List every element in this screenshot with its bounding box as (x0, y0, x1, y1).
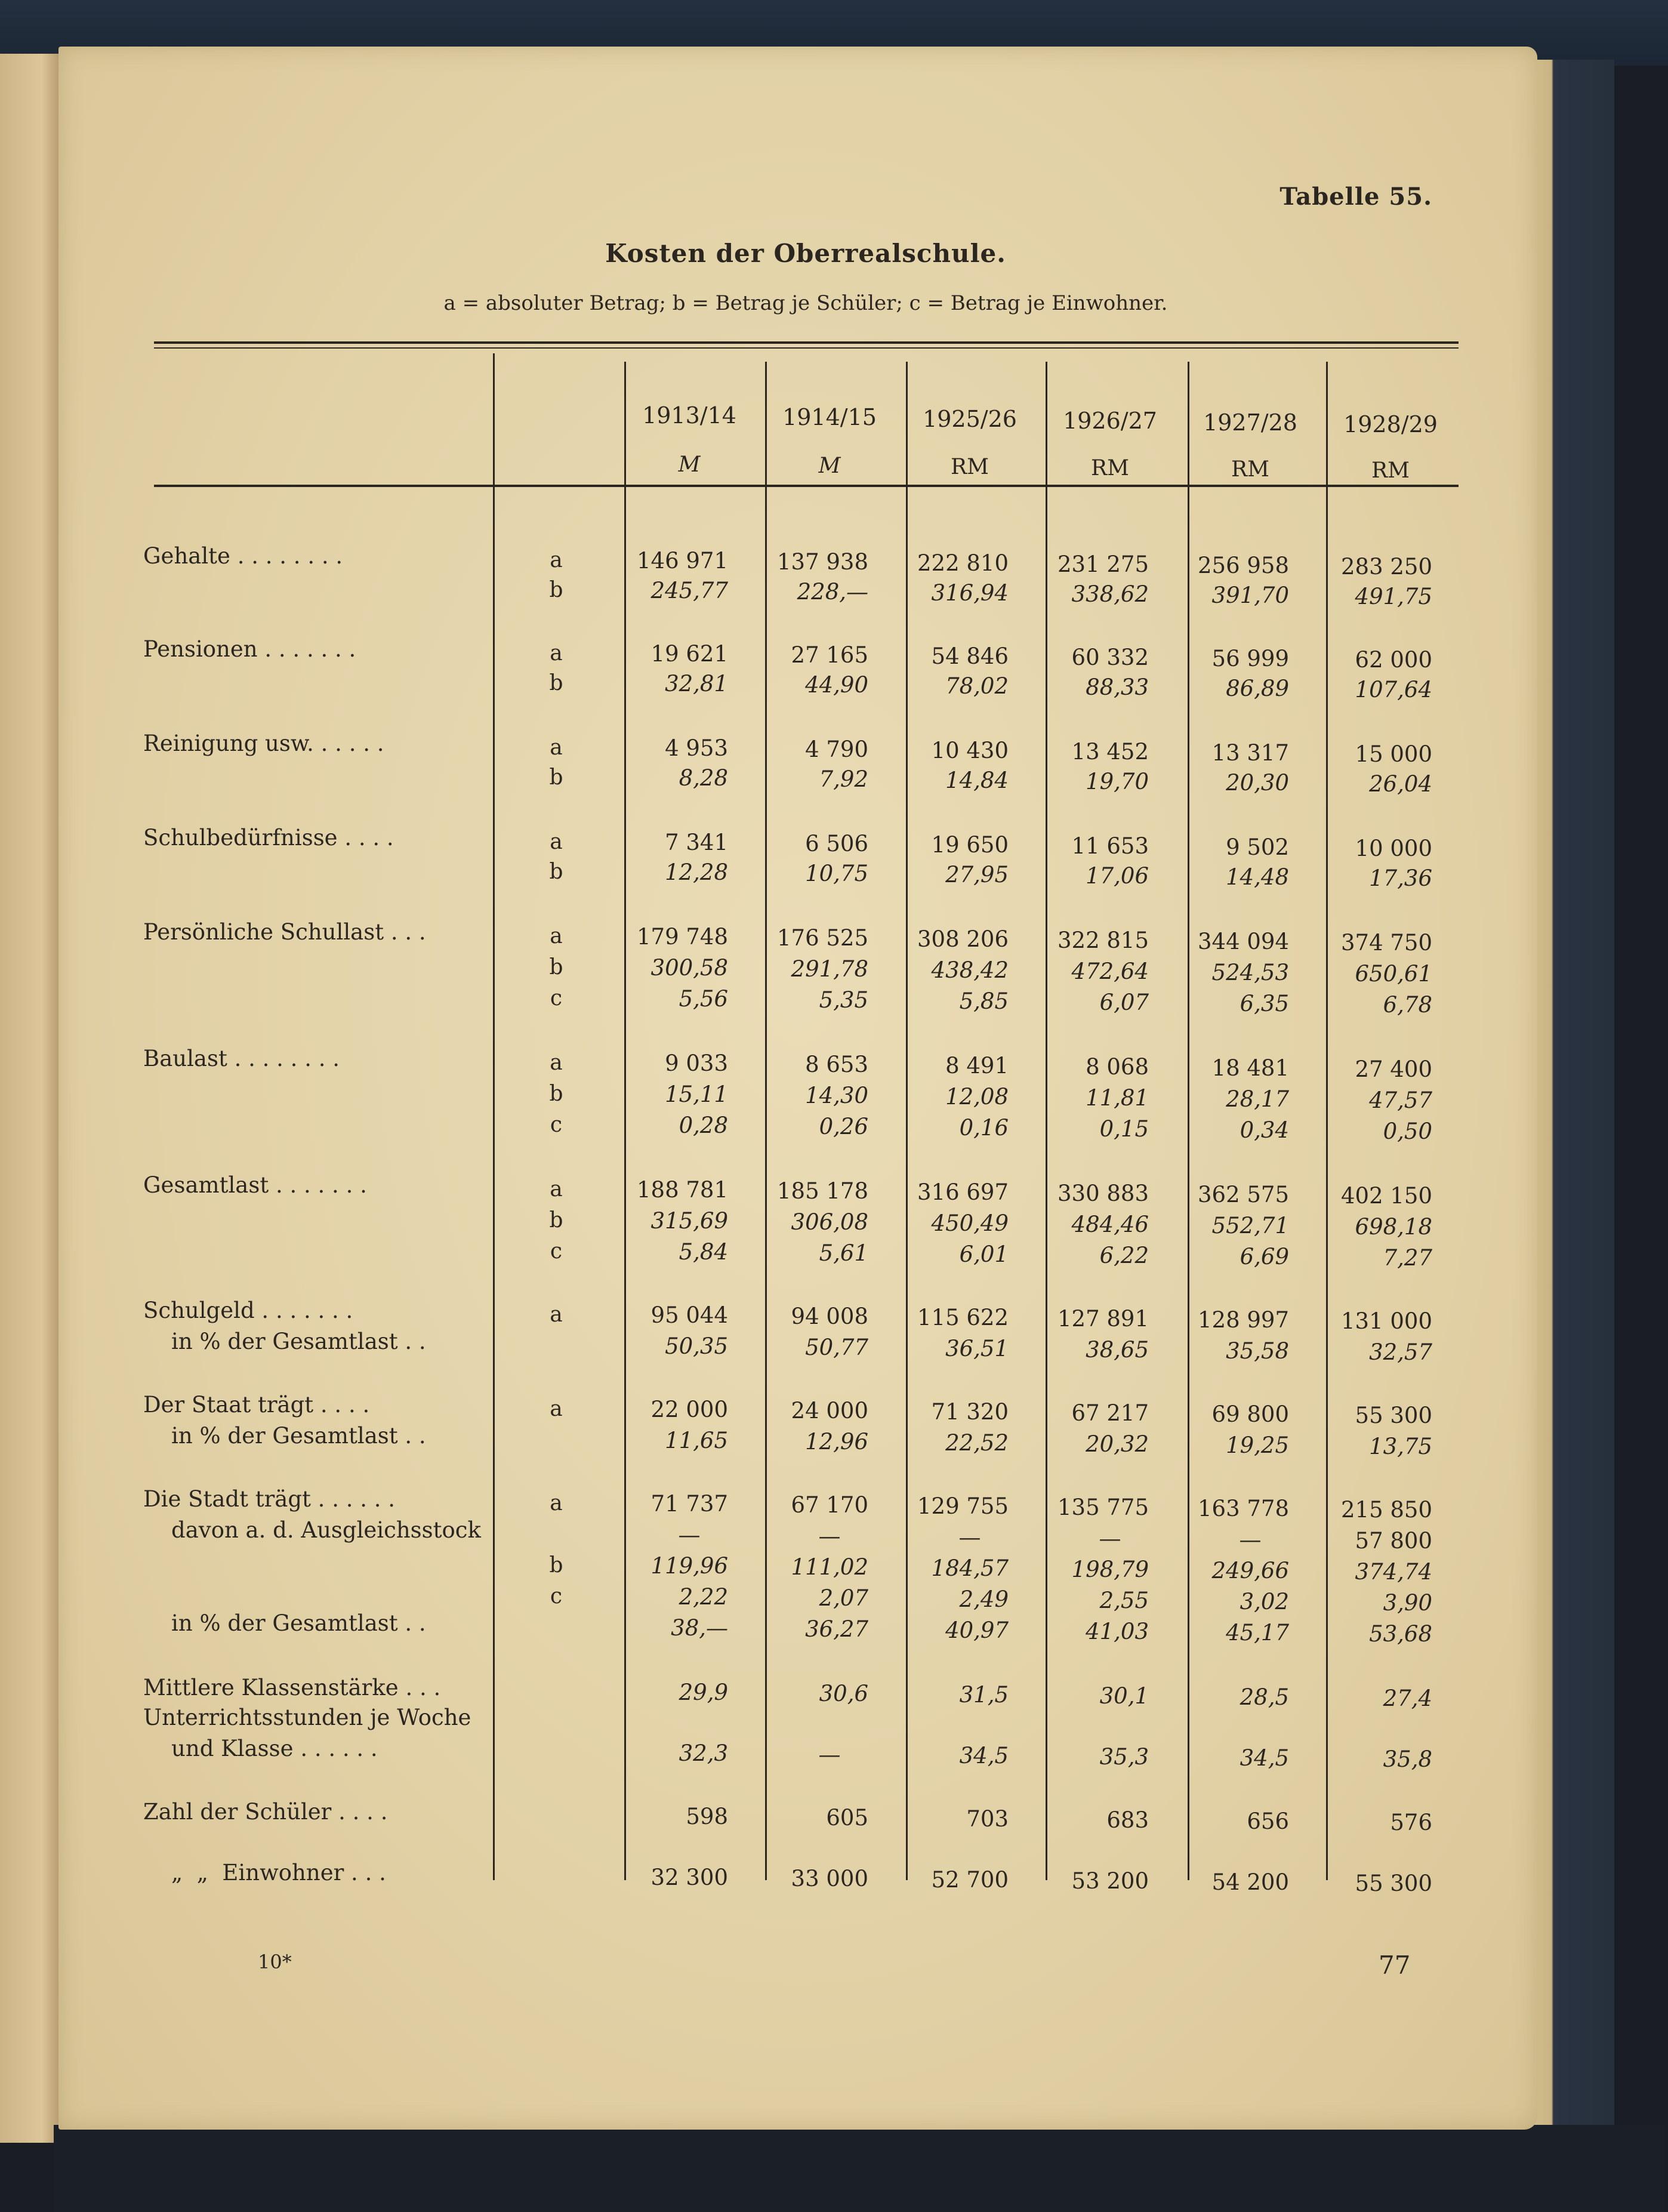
table-cell: 71 737 (650, 1491, 728, 1517)
row-label: Baulast . . . . . . . . (143, 1046, 340, 1071)
table-cell: 32,3 (679, 1740, 728, 1766)
page-edge (1525, 60, 1614, 2125)
column-year: 1913/14 (642, 402, 736, 429)
row-label: Reinigung usw. . . . . . (143, 731, 384, 756)
table-cell: 44,90 (805, 672, 868, 698)
row-subtype: b (549, 765, 563, 790)
table-cell: 306,08 (791, 1209, 868, 1235)
table-label: Tabelle 55. (1279, 183, 1432, 211)
table-cell: 111,02 (791, 1554, 868, 1580)
table-cell: 31,5 (959, 1682, 1009, 1708)
table-cell: 35,3 (1099, 1744, 1149, 1770)
table-cell: 8,28 (679, 765, 728, 791)
table-cell: 115 622 (917, 1305, 1009, 1330)
table-cell: 54 200 (1211, 1869, 1289, 1895)
row-subtype: a (550, 924, 563, 948)
row-subtype: a (550, 548, 563, 572)
row-label: und Klasse . . . . . . (143, 1736, 378, 1761)
table-cell: 402 150 (1340, 1183, 1432, 1209)
table-cell: 34,5 (1240, 1745, 1289, 1771)
table-cell: 20,30 (1226, 770, 1289, 796)
top-rule-thin (154, 347, 1459, 349)
row-label: Persönliche Schullast . . . (143, 919, 426, 945)
row-subtype: a (550, 1302, 563, 1327)
table-cell: 6,78 (1383, 992, 1432, 1018)
table-cell: 52 700 (931, 1867, 1009, 1893)
table-cell: — (678, 1522, 701, 1548)
table-cell: 374 750 (1340, 930, 1432, 956)
table-cell: 12,08 (945, 1084, 1009, 1110)
table-cell: 67 170 (791, 1492, 868, 1518)
table-cell: 524,53 (1211, 960, 1289, 985)
table-cell: 119,96 (650, 1553, 728, 1579)
table-cell: 12,28 (665, 859, 728, 885)
table-cell: — (818, 1523, 841, 1549)
table-cell: 8 491 (945, 1053, 1009, 1079)
table-cell: 69 800 (1211, 1401, 1289, 1427)
table-cell: 222 810 (917, 550, 1009, 576)
table-cell: 22,52 (945, 1430, 1009, 1456)
row-subtype: a (550, 1177, 563, 1201)
table-cell: 60 332 (1071, 645, 1149, 670)
table-cell: 0,50 (1383, 1119, 1432, 1144)
table-cell: 2,55 (1099, 1588, 1149, 1613)
row-subtype: a (550, 830, 563, 854)
table-cell: 374,74 (1355, 1559, 1432, 1585)
table-cell: 0,15 (1099, 1116, 1149, 1142)
column-rule (493, 353, 495, 1880)
table-cell: 19 650 (931, 832, 1009, 858)
row-subtype: a (550, 1397, 563, 1421)
table-cell: 36,27 (805, 1616, 868, 1642)
table-cell: 128 997 (1197, 1307, 1289, 1333)
table-cell: 5,85 (959, 988, 1009, 1014)
column-year: 1926/27 (1063, 408, 1157, 434)
table-cell: 179 748 (636, 924, 728, 950)
table-cell: 249,66 (1211, 1558, 1289, 1583)
column-unit: RM (1371, 458, 1410, 483)
table-cell: 438,42 (931, 957, 1009, 983)
table-cell: — (818, 1742, 841, 1767)
row-subtype: b (549, 671, 563, 695)
table-cell: 316,94 (931, 580, 1009, 606)
table-cell: 491,75 (1355, 584, 1432, 609)
table-cell: 53 200 (1071, 1868, 1149, 1894)
table-cell: 33 000 (791, 1866, 868, 1891)
table-cell: 26,04 (1369, 771, 1432, 797)
table-cell: 8 068 (1086, 1054, 1149, 1080)
table-cell: 131 000 (1340, 1308, 1432, 1334)
table-cell: 19,70 (1086, 769, 1149, 794)
table-cell: 20,32 (1086, 1431, 1149, 1457)
column-unit: M (678, 452, 701, 477)
row-label: Pensionen . . . . . . . (143, 636, 356, 662)
table-cell: 127 891 (1057, 1306, 1149, 1332)
row-label: Schulgeld . . . . . . . (143, 1298, 353, 1323)
table-cell: 11,65 (665, 1428, 728, 1453)
table-cell: — (1239, 1527, 1262, 1552)
table-cell: 17,36 (1369, 865, 1432, 891)
row-subtype: b (549, 578, 563, 602)
row-label: Mittlere Klassenstärke . . . (143, 1675, 441, 1700)
table-cell: 24 000 (791, 1398, 868, 1424)
row-label: Der Staat trägt . . . . (143, 1392, 370, 1418)
row-label: in % der Gesamtlast . . (143, 1610, 426, 1636)
table-cell: 5,56 (679, 986, 728, 1012)
row-subtype: b (549, 955, 563, 979)
table-cell: 484,46 (1071, 1212, 1149, 1237)
table-cell: 5,35 (819, 987, 868, 1013)
table-cell: 30,1 (1099, 1683, 1149, 1709)
table-cell: 198,79 (1071, 1557, 1149, 1582)
table-cell: 5,61 (819, 1240, 868, 1266)
table-cell: 3,90 (1383, 1590, 1432, 1616)
table-cell: 11 653 (1071, 833, 1149, 859)
table-cell: 0,16 (959, 1115, 1009, 1141)
table-cell: 650,61 (1355, 961, 1432, 987)
table-cell: 38,— (671, 1615, 728, 1641)
table-cell: 29,9 (679, 1680, 728, 1705)
row-subtype: a (550, 1491, 563, 1515)
table-cell: 53,68 (1369, 1621, 1432, 1647)
row-label: Gesamtlast . . . . . . . (143, 1172, 367, 1198)
row-subtype: b (549, 1208, 563, 1233)
table-cell: 11,81 (1086, 1085, 1149, 1111)
column-year: 1927/28 (1203, 409, 1297, 436)
row-label: in % der Gesamtlast . . (143, 1329, 426, 1354)
table-cell: 28,5 (1240, 1684, 1289, 1710)
table-cell: 188 781 (636, 1177, 728, 1203)
table-cell: 27,95 (945, 862, 1009, 888)
table-cell: 2,07 (819, 1585, 868, 1611)
table-cell: 7 341 (665, 830, 728, 855)
row-subtype: c (550, 986, 563, 1011)
table-cell: 32 300 (650, 1865, 728, 1890)
table-cell: 698,18 (1355, 1214, 1432, 1240)
table-cell: 12,96 (805, 1429, 868, 1455)
table-cell: 15,11 (665, 1082, 728, 1107)
table-cell: 27 400 (1355, 1056, 1432, 1082)
table-cell: 330 883 (1057, 1181, 1149, 1206)
table-cell: 656 (1247, 1809, 1289, 1834)
table-cell: 472,64 (1071, 959, 1149, 984)
table-cell: 300,58 (650, 955, 728, 981)
table-cell: 94 008 (791, 1304, 868, 1329)
table-cell: 13,75 (1369, 1434, 1432, 1459)
table-cell: 50,35 (665, 1333, 728, 1359)
table-cell: 19,25 (1226, 1432, 1289, 1458)
table-cell: 86,89 (1226, 676, 1289, 701)
table-cell: 0,26 (819, 1114, 868, 1139)
table-cell: 50,77 (805, 1335, 868, 1360)
table-cell: 5,84 (679, 1239, 728, 1265)
table-cell: 9 502 (1226, 834, 1289, 860)
table-cell: 27,4 (1383, 1686, 1432, 1711)
table-cell: 291,78 (791, 956, 868, 982)
table-cell: 62 000 (1355, 647, 1432, 673)
table-cell: 45,17 (1226, 1620, 1289, 1646)
table-cell: 10 430 (931, 738, 1009, 763)
table-cell: 0,34 (1240, 1117, 1289, 1143)
table-cell: 17,06 (1086, 863, 1149, 889)
row-subtype: b (549, 1553, 563, 1578)
page-number: 77 (1379, 1951, 1411, 1980)
table-cell: 32,81 (665, 671, 728, 697)
table-cell: 88,33 (1086, 674, 1149, 700)
table-cell: 67 217 (1071, 1400, 1149, 1426)
table-cell: 3,02 (1240, 1589, 1289, 1615)
table-cell: 146 971 (636, 548, 728, 574)
table-cell: 7,92 (819, 766, 868, 792)
table-cell: 552,71 (1211, 1213, 1289, 1239)
table-cell: 338,62 (1071, 581, 1149, 607)
table-cell: 27 165 (791, 642, 868, 668)
table-cell: 2,22 (679, 1584, 728, 1610)
facing-page-edge (0, 54, 60, 2143)
table-cell: 4 790 (805, 737, 868, 762)
table-cell: 184,57 (931, 1555, 1009, 1581)
table-cell: 308 206 (917, 926, 1009, 952)
row-label: Die Stadt trägt . . . . . . (143, 1486, 396, 1512)
top-rule-thick (154, 341, 1459, 344)
table-cell: 576 (1390, 1810, 1432, 1835)
table-cell: 4 953 (665, 735, 728, 761)
row-label: Schulbedürfnisse . . . . (143, 825, 394, 851)
table-cell: 362 575 (1197, 1182, 1289, 1207)
column-unit: M (818, 454, 841, 478)
table-cell: 8 653 (805, 1052, 868, 1077)
table-cell: 6,69 (1240, 1244, 1289, 1270)
row-label: Gehalte . . . . . . . . (143, 543, 343, 569)
table-cell: 185 178 (776, 1178, 868, 1204)
table-subtitle: a = absoluter Betrag; b = Betrag je Schüler; c = Betrag je Einwohner. (443, 291, 1168, 315)
table-title: Kosten der Oberrealschule. (605, 239, 1006, 268)
table-cell: 15 000 (1355, 741, 1432, 767)
table-cell: 40,97 (945, 1618, 1009, 1643)
row-subtype: c (550, 1239, 563, 1264)
row-subtype: b (549, 859, 563, 884)
table-cell: 78,02 (945, 673, 1009, 699)
table-cell: 6,01 (959, 1241, 1009, 1267)
table-cell: 450,49 (931, 1210, 1009, 1236)
table-cell: 47,57 (1369, 1087, 1432, 1113)
table-cell: 215 850 (1340, 1497, 1432, 1523)
table-cell: 7,27 (1383, 1245, 1432, 1271)
table-cell: 18 481 (1211, 1055, 1289, 1081)
table-cell: 129 755 (917, 1493, 1009, 1519)
table-cell: — (958, 1524, 981, 1550)
table-cell: — (1099, 1526, 1121, 1551)
column-unit: RM (1231, 457, 1269, 482)
row-label: Unterrichtsstunden je Woche (143, 1705, 471, 1730)
table-cell: 228,— (797, 579, 868, 605)
table-cell: 176 525 (776, 925, 868, 951)
row-label: davon a. d. Ausgleichsstock (143, 1517, 481, 1543)
column-year: 1914/15 (782, 404, 877, 430)
table-cell: 283 250 (1340, 554, 1432, 580)
table-cell: 703 (966, 1806, 1009, 1832)
table-cell: 245,77 (650, 578, 728, 603)
column-year: 1925/26 (923, 406, 1017, 432)
row-subtype: a (550, 641, 563, 666)
table-cell: 391,70 (1211, 583, 1289, 608)
table-cell: 55 300 (1355, 1403, 1432, 1428)
table-cell: 71 320 (931, 1399, 1009, 1425)
table-cell: 231 275 (1057, 552, 1149, 577)
table-cell: 36,51 (945, 1336, 1009, 1361)
table-cell: 54 846 (931, 643, 1009, 669)
table-cell: 13 452 (1071, 739, 1149, 765)
column-unit: RM (951, 455, 989, 479)
table-cell: 35,58 (1226, 1338, 1289, 1364)
table-cell: 107,64 (1355, 677, 1432, 703)
column-unit: RM (1091, 456, 1129, 480)
table-cell: 344 094 (1197, 929, 1289, 954)
table-cell: 163 778 (1197, 1496, 1289, 1521)
table-cell: 14,84 (945, 768, 1009, 793)
table-cell: 32,57 (1369, 1339, 1432, 1365)
table-cell: 41,03 (1086, 1619, 1149, 1644)
table-cell: 10,75 (805, 861, 868, 886)
column-year: 1928/29 (1343, 411, 1438, 438)
table-cell: 9 033 (665, 1050, 728, 1076)
table-cell: 34,5 (959, 1743, 1009, 1769)
table-cell: 6,22 (1099, 1243, 1149, 1268)
table-cell: 315,69 (650, 1208, 728, 1234)
table-cell: 6,35 (1240, 991, 1289, 1016)
row-subtype: c (550, 1113, 563, 1137)
table-cell: 13 317 (1211, 740, 1289, 766)
table-cell: 55 300 (1355, 1871, 1432, 1896)
table-cell: 0,28 (679, 1113, 728, 1138)
row-label: Zahl der Schüler . . . . (143, 1799, 388, 1825)
table-cell: 683 (1106, 1807, 1149, 1833)
table-cell: 56 999 (1211, 646, 1289, 671)
book-cover-bottom (54, 2125, 1665, 2212)
table-cell: 135 775 (1057, 1495, 1149, 1520)
table-cell: 6 506 (805, 831, 868, 857)
row-subtype: a (550, 1050, 563, 1075)
table-cell: 19 621 (650, 641, 728, 667)
table-cell: 10 000 (1355, 836, 1432, 861)
table-cell: 35,8 (1383, 1746, 1432, 1772)
table-cell: 30,6 (819, 1681, 868, 1706)
row-subtype: b (549, 1082, 563, 1106)
table-cell: 14,30 (805, 1083, 868, 1108)
table-cell: 316 697 (917, 1179, 1009, 1205)
table-cell: 95 044 (650, 1302, 728, 1328)
signature-mark: 10* (258, 1951, 292, 1973)
header-bottom-rule (154, 485, 1459, 487)
table-cell: 6,07 (1099, 990, 1149, 1015)
table-cell: 256 958 (1197, 553, 1289, 578)
table-cell: 322 815 (1057, 928, 1149, 953)
table-cell: 14,48 (1226, 864, 1289, 890)
row-label: in % der Gesamtlast . . (143, 1423, 426, 1449)
table-cell: 2,49 (959, 1586, 1009, 1612)
table-cell: 28,17 (1226, 1086, 1289, 1112)
row-subtype: a (550, 735, 563, 760)
row-subtype: c (550, 1584, 563, 1609)
table-cell: 605 (826, 1805, 868, 1831)
table-cell: 22 000 (650, 1397, 728, 1422)
table-cell: 598 (686, 1804, 728, 1829)
row-label: „ „ Einwohner . . . (143, 1860, 386, 1886)
table-cell: 38,65 (1086, 1337, 1149, 1363)
table-cell: 57 800 (1355, 1528, 1432, 1554)
table-cell: 137 938 (776, 549, 868, 575)
